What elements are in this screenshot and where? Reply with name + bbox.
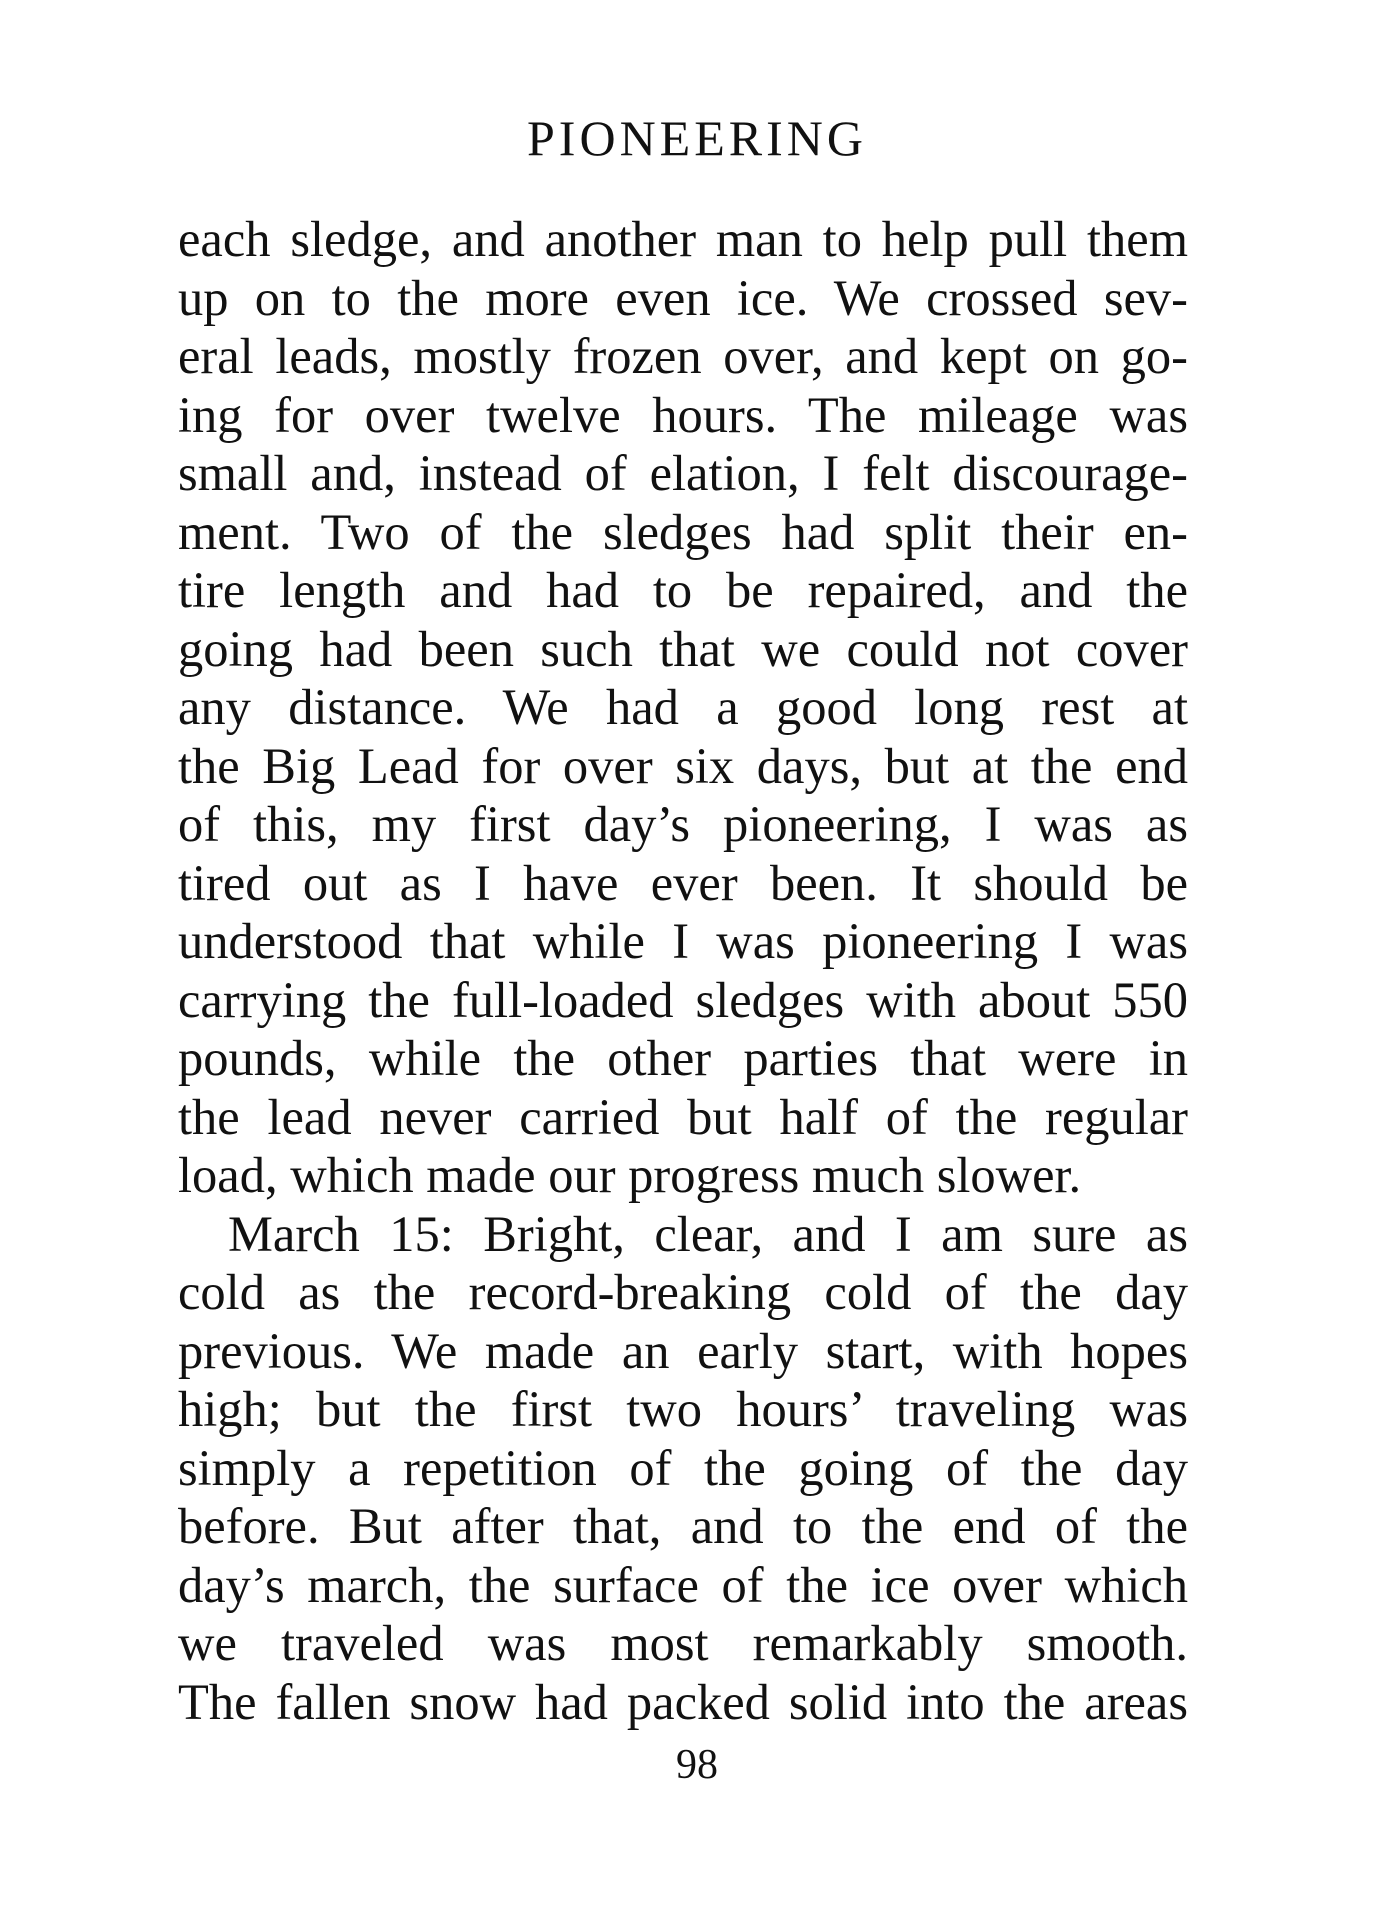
text-line: of this, my first day’s pioneering, I was as [178, 796, 1188, 852]
paragraph-end-line: load, which made our progress much slower. [178, 1147, 1082, 1203]
page-number: 98 [676, 1742, 718, 1788]
text-line: tired out as I have ever been. It should be [178, 854, 1188, 911]
text-line: any distance. We had a good long rest at [178, 679, 1188, 735]
text-line: pounds, while the other parties that were in [178, 1030, 1188, 1086]
paragraph-start-line: March 15: Bright, clear, and I am sure as [228, 1205, 1188, 1262]
body-text [178, 210, 1188, 1731]
text-line: understood that while I was pioneering I was [178, 913, 1188, 969]
text-line: before. But after that, and to the end of the [178, 1498, 1188, 1554]
text-line: the Big Lead for over six days, but at the end [178, 737, 1188, 794]
text-line: eral leads, mostly frozen over, and kept on go- [178, 328, 1188, 384]
text-line: each sledge, and another man to help pull them [178, 211, 1188, 267]
text-line: up on to the more even ice. We crossed sev- [178, 269, 1188, 326]
text-line: cold as the record-breaking cold of the day [178, 1264, 1188, 1320]
text-line: previous. We made an early start, with hopes [178, 1322, 1188, 1379]
text-line: ing for over twelve hours. The mileage was [178, 386, 1188, 443]
text-line: carrying the full-loaded sledges with about 550 [178, 971, 1188, 1028]
text-line: we traveled was most remarkably smooth. [178, 1615, 1188, 1671]
text-line: going had been such that we could not cover [178, 620, 1188, 677]
text-line: The fallen snow had packed solid into the areas [178, 1673, 1188, 1730]
running-head: PIONEERING [527, 110, 867, 166]
text-line: high; but the first two hours’ traveling was [178, 1381, 1188, 1437]
text-line: the lead never carried but half of the regular [178, 1088, 1188, 1145]
text-line: ment. Two of the sledges had split their en- [178, 503, 1188, 560]
text-line: day’s march, the surface of the ice over which [178, 1556, 1188, 1613]
text-line: simply a repetition of the going of the day [178, 1439, 1188, 1496]
text-line: tire length and had to be repaired, and the [178, 562, 1188, 618]
text-line: small and, instead of elation, I felt discourage- [178, 445, 1188, 501]
